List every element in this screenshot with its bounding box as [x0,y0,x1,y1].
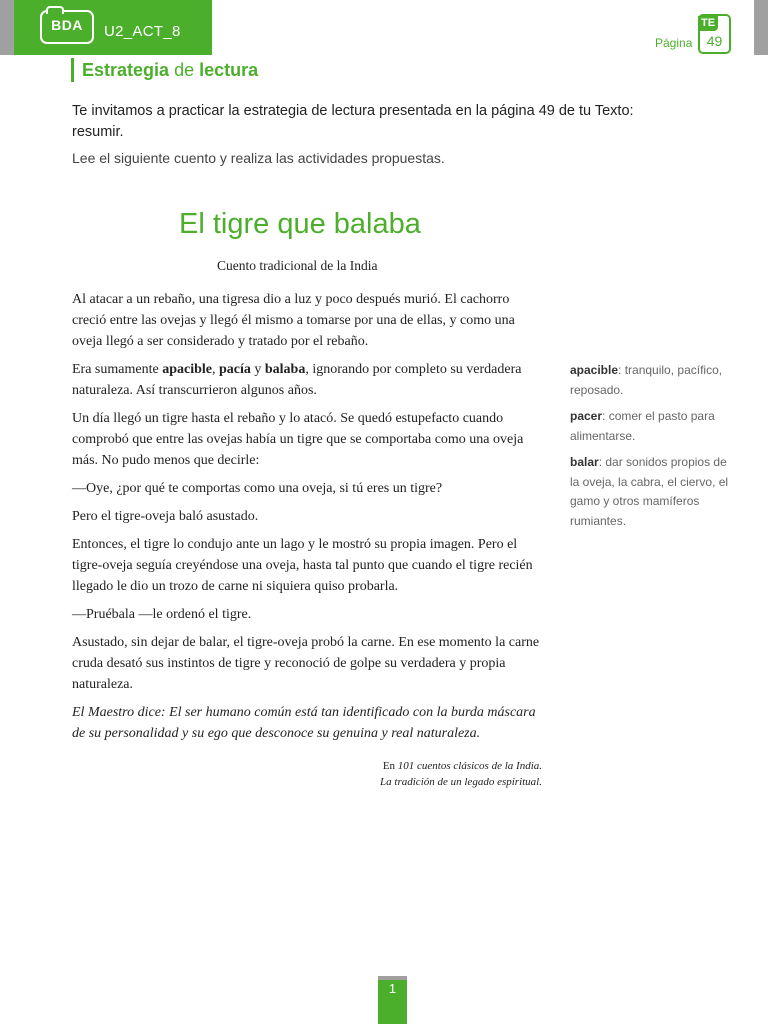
story-paragraph: Pero el tigre-oveja baló asustado. [72,509,259,524]
story-paragraph: Asustado, sin dejar de balar, el tigre-oveja probó la carne. En ese momento la carne cruda desató sus instintos de tigre y reconoció de golpe su verdadera y propia naturaleza. [72,635,540,692]
vocab-word-apacible: apacible [162,362,212,377]
vocab-word-pacia: pacía [218,362,251,377]
bda-badge-label: BDA [51,17,83,33]
story-title: El tigre que balaba [179,208,421,240]
page-number-box [378,976,407,1024]
story-subtitle: Cuento tradicional de la India [217,258,378,273]
story-paragraph: Un día llegó un tigre hasta el rebaño y lo atacó. Se quedó estupefacto cuando comprobó que entre las ovejas había un tigre que se comportaba como una oveja más. No pudo menos que decirle: [72,411,524,468]
textbook-page-label: Página [655,36,693,50]
te-page-number: 49 [706,33,723,49]
story-paragraph: Al atacar a un rebaño, una tigresa dio a luz y poco después murió. El cachorro creció entre las ovejas y llegó él mismo a tomarse por una de ellas, y como una oveja llegó a ser considerado y tratado por el rebaño. [72,292,515,349]
te-page-badge[interactable] [698,14,732,54]
glossary-entry-balar: balar: dar sonidos propios de la oveja, la cabra, el ciervo, el gamo y otros mamíferos rumiantes. [570,455,729,528]
story-paragraph: Era sumamente apacible, pacía y balaba, ignorando por completo su verdadera naturaleza. Así transcurrieron algunos años. [72,362,522,398]
glossary-entry-apacible: apacible: tranquilo, pacífico, reposado. [570,363,723,397]
source-book-title: 101 cuentos clásicos de la India. [397,760,542,772]
story-body [72,289,540,751]
bda-folder-icon[interactable] [40,10,96,46]
story-paragraph: Entonces, el tigre lo condujo ante un lago y le mostró su propia imagen. Pero el tigre-oveja seguía creyéndose una oveja, hasta tal punto que cuando el tigre recién llegado le dio un trozo de carne ni siquiera quiso probarla. [72,537,533,594]
story-paragraph: —Pruébala —le ordenó el tigre. [72,607,252,622]
vocab-word-balaba: balaba [264,362,306,377]
section-title [82,60,258,81]
section-accent-bar [71,58,74,82]
glossary-entry-pacer: pacer: comer el pasto para alimentarse. [570,409,715,443]
story-paragraph: —Oye, ¿por qué te comportas como una oveja, si tú eres un tigre? [72,481,443,496]
source-book-subtitle: La tradición de un legado espiritual. [380,776,542,788]
header-left-gray-strip [0,0,14,55]
page-number: 1 [388,981,397,996]
instruction-text: Lee el siguiente cuento y realiza las actividades propuestas. [72,150,445,166]
story-moral: El Maestro dice: El ser humano común está tan identificado con la burda máscara de su personalidad y su ego que desconoce su genuina y real naturaleza. [72,705,536,741]
intro-text: Te invitamos a practicar la estrategia de lectura presentada en la página 49 de tu Texto: resumir. [72,103,634,140]
section-title-part3: lectura [199,60,259,80]
story-source: En 101 cuentos clásicos de la India. La tradición de un legado espiritual. [380,760,542,788]
header-right-gray-strip [754,0,768,55]
te-label: TE [698,16,718,31]
activity-code: U2_ACT_8 [104,23,181,40]
section-title-part1: Estrategia [82,60,170,80]
section-title-part2: de [174,60,195,80]
